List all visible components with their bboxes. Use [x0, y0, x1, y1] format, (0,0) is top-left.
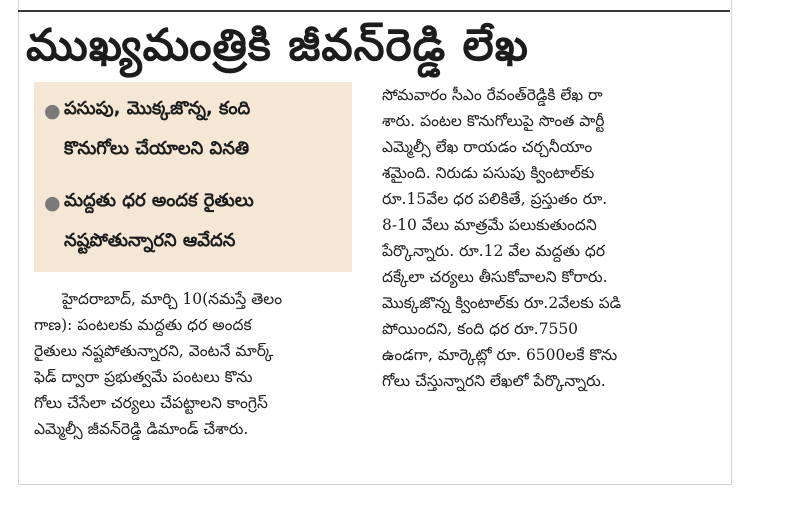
article-right-column	[382, 82, 712, 394]
article-line: హైదరాబాద్, మార్చి 10(నమస్తే తెలం	[62, 290, 283, 308]
top-rule	[18, 0, 730, 12]
article-line: గోలు చేసేలా చర్యలు చేపట్టాలని కాంగ్రెస్	[34, 394, 268, 412]
article-line: ఫెడ్ ద్వారా ప్రభుత్వమే పంటలు కొను	[34, 368, 253, 386]
article-line: ఎమ్మెల్సీ లేఖ రాయడం చర్చనీయాం	[382, 138, 593, 156]
article-line: 8-10 వేలు మాత్రమే పలుకుతుందని	[382, 216, 597, 234]
article-line: రూ.15వేల ధర పలికితే, ప్రస్తుతం రూ.	[382, 190, 608, 208]
article-line: పేర్కొన్నారు. రూ.12 వేల మద్దతు ధర	[382, 242, 606, 260]
highlight-line: నష్టపోతున్నారని ఆవేదన	[64, 230, 236, 251]
article-line: గాణ): పంటలకు మద్దతు ధర అందక	[34, 316, 252, 334]
highlight-line: మద్దతు ధర అందక రైతులు	[64, 190, 254, 211]
highlight-line: కొనుగోలు చేయాలని వినతి	[64, 138, 250, 159]
article-line: ఉండగా, మార్కెట్లో రూ. 6500లకే కొను	[382, 346, 618, 364]
article-line: రైతులు నష్టపోతున్నారని, వెంటనే మార్క్	[34, 342, 274, 360]
headline: ముఖ్యమంత్రికి జీవన్‌రెడ్డి లేఖ	[26, 20, 529, 71]
article-line: దక్కేలా చర్యలు తీసుకోవాలని కోరారు.	[382, 268, 608, 286]
highlight-line: పసుపు, మొక్కజొన్న, కంది	[64, 98, 251, 119]
article-line: మొక్కజొన్న క్వింటాల్‌కు రూ.2వేలకు పడి	[382, 294, 622, 312]
article-line: పోయిందని, కంది ధర రూ.7550	[382, 320, 579, 338]
article-line: ఎమ్మెల్సీ జీవన్‌రెడ్డి డిమాండ్ చేశారు.	[34, 420, 249, 438]
article-line: శమైంది. నిరుడు పసుపు క్వింటాల్‌కు	[382, 164, 595, 182]
highlight-box	[34, 82, 352, 272]
article-line: సోమవారం సీఎం రేవంత్‌రెడ్డికి లేఖ రా	[382, 86, 603, 104]
bullet-icon: ●	[44, 100, 61, 122]
bullet-icon: ●	[44, 192, 61, 214]
article-left-column	[34, 286, 356, 442]
article-line: గోలు చేస్తున్నారని లేఖలో పేర్కొన్నారు.	[382, 372, 606, 390]
article-line: శారు. పంటల కొనుగోలుపై సొంత పార్టీ	[382, 112, 605, 130]
